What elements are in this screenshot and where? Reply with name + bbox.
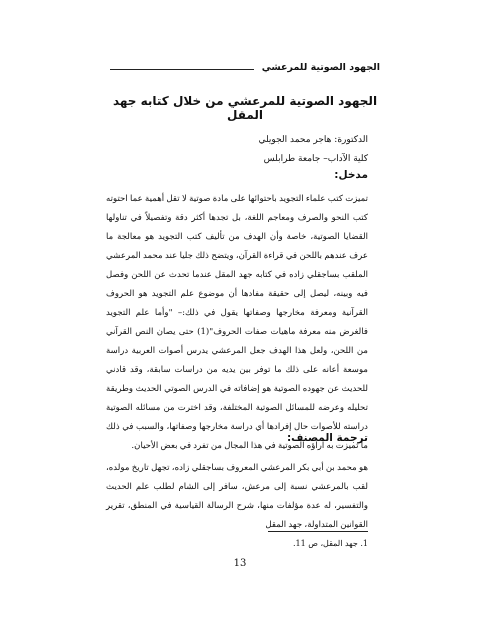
running-header-text: الجهود الصوتية للمرعشي — [261, 62, 380, 73]
footnote-rule — [268, 531, 368, 532]
running-header — [110, 62, 380, 73]
section-paragraph-biography: هو محمد بن أبي بكر المرعشي المعروف بساجقلي زاده، تجهل تاريخ مولده، لقب بالمرعشي نسبة إلى مرعش، سافر إلى الشام لطلب علم الحديث والتفسير، له عدة مؤلفات منها، شرح الرسالة القياسية في المنطق، تقرير القوانين المتداولة، جهد المقل — [106, 463, 368, 530]
author-affiliation: كلية الآداب– جامعة طرابلس — [263, 154, 368, 164]
running-header-rule — [110, 69, 254, 70]
author-block — [108, 131, 368, 169]
article-title: الجهود الصوتية للمرعشي من خلال كتابه جهد المقل — [112, 94, 378, 122]
page-number: 13 — [233, 558, 247, 569]
section-heading-introduction: مدخل: — [334, 169, 368, 181]
section-heading-biography: ترجمة المصنف: — [286, 432, 368, 444]
section-paragraph-introduction: تميزت كتب علماء التجويد باحتوائها على مادة صوتية لا تقل أهمية عما احتوته كتب النحو والصرف ومعاجم اللغة، بل تجدها أكثر دقة وتفصيلاً في تناولها القضايا الصوتية، خاصة وأن الهدف من تأليف كتب التجويد هو معالجة ما عرف عندهم باللحن في قراءة القرآن، ويتضح ذلك جليا عند محمد المرعشي الملقب بساجقلي زاده في كتابه جهد المقل عندما تحدث عن اللحن وفصل فيه وبينه، ليصل إلى حقيقة مفادها أن موضوع علم التجويد هو الحروف القرآنية ومعرفة مخارجها وصفاتها يقول في ذلك:– "وأما علم التجويد فالغرض منه معرفة ماهيات صفات الحروف"(1) حتى يصان النص القرآني من اللحن، ولعل هذا الهدف جعل المرعشي يدرس أصوات العربية دراسة موسعة أعانه على ذلك ما توفر بين يديه من دراسات سابقة، وقد قادني للحديث عن جهوده الصوتية هو إضافاته في الدرس الصوتي الحديث وطريقة تحليله وعرضه للمسائل الصوتية المختلفة، وقد اخترت من مسائله الصوتية دراسته للأصوات حال إفرادها أي دراسة مخارجها وصفاتها، والسبب في ذلك ما تميزت به آراؤه الصوتية في هذا المجال من تفرد في بعض الأحيان. — [106, 194, 368, 451]
footnote: 1. جهد المقل، ص 11. — [292, 539, 368, 548]
author-name: الدكتورة: هاجر محمد الجويلي — [258, 135, 368, 145]
